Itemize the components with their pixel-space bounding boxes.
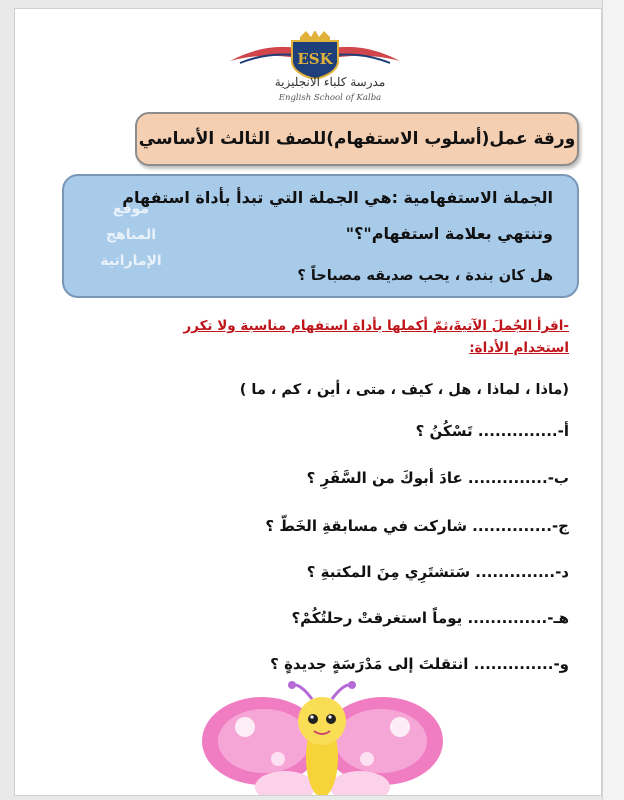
logo-badge-text: ESK <box>297 50 333 68</box>
title-banner <box>135 112 579 166</box>
question-item: ج-.............. شاركت في مسابقةِ الخَطّ ؟ <box>265 517 569 535</box>
question-item: و-.............. انتقلتَ إلى مَدْرَسَةٍ جديدةٍ ؟ <box>270 655 569 673</box>
instructions <box>99 315 569 359</box>
school-logo <box>220 31 410 111</box>
question-tools-list: (ماذا ، لماذا ، هل ، كيف ، متى ، أين ، كم ، ما ) <box>239 382 569 398</box>
question-item: ب-.............. عادَ أبوكَ من السَّفَرِ ؟ <box>306 469 569 487</box>
watermark <box>76 196 186 274</box>
definition-box <box>62 174 579 298</box>
logo-english-name: English School of Kalba <box>278 93 382 103</box>
viewer-edge <box>602 0 624 800</box>
logo-arabic-name: مدرسة كلباء الانجليزية <box>274 75 386 89</box>
question-item: هـ-.............. يوماً استغرقتْ رحلتُكُمْ؟ <box>291 609 569 627</box>
definition-line1: الجملة الاستفهامية :هي الجملة التي تبدأ بأداة استفهام <box>122 188 553 207</box>
instructions-line2: استخدام الأداة: <box>469 340 569 356</box>
worksheet-page <box>14 8 602 796</box>
definition-line2: وتنتهي بعلامة استفهام"؟" <box>345 224 553 243</box>
watermark-line2: المناهج الإماراتية <box>100 227 162 269</box>
page-title: ورقة عمل(أسلوب الاستفهام)للصف الثالث الأساسي <box>138 129 576 149</box>
question-item: أ-.............. تَسْكُنُ ؟ <box>415 422 569 440</box>
watermark-line1: موقع <box>112 201 150 217</box>
school-crest-icon <box>220 31 410 79</box>
instructions-line1: -اقرأ الجُملَ الآتيةَ،ثمّ أكملها بأداة استفهام مناسبة ولا تكرر <box>183 318 569 334</box>
butterfly-illustration <box>200 679 445 796</box>
question-item: د-.............. سَتشتَرِي مِنَ المكتبةِ ؟ <box>306 563 569 581</box>
definition-example: هل كان بندة ، يحب صديقه مصباحاً ؟ <box>297 268 553 284</box>
